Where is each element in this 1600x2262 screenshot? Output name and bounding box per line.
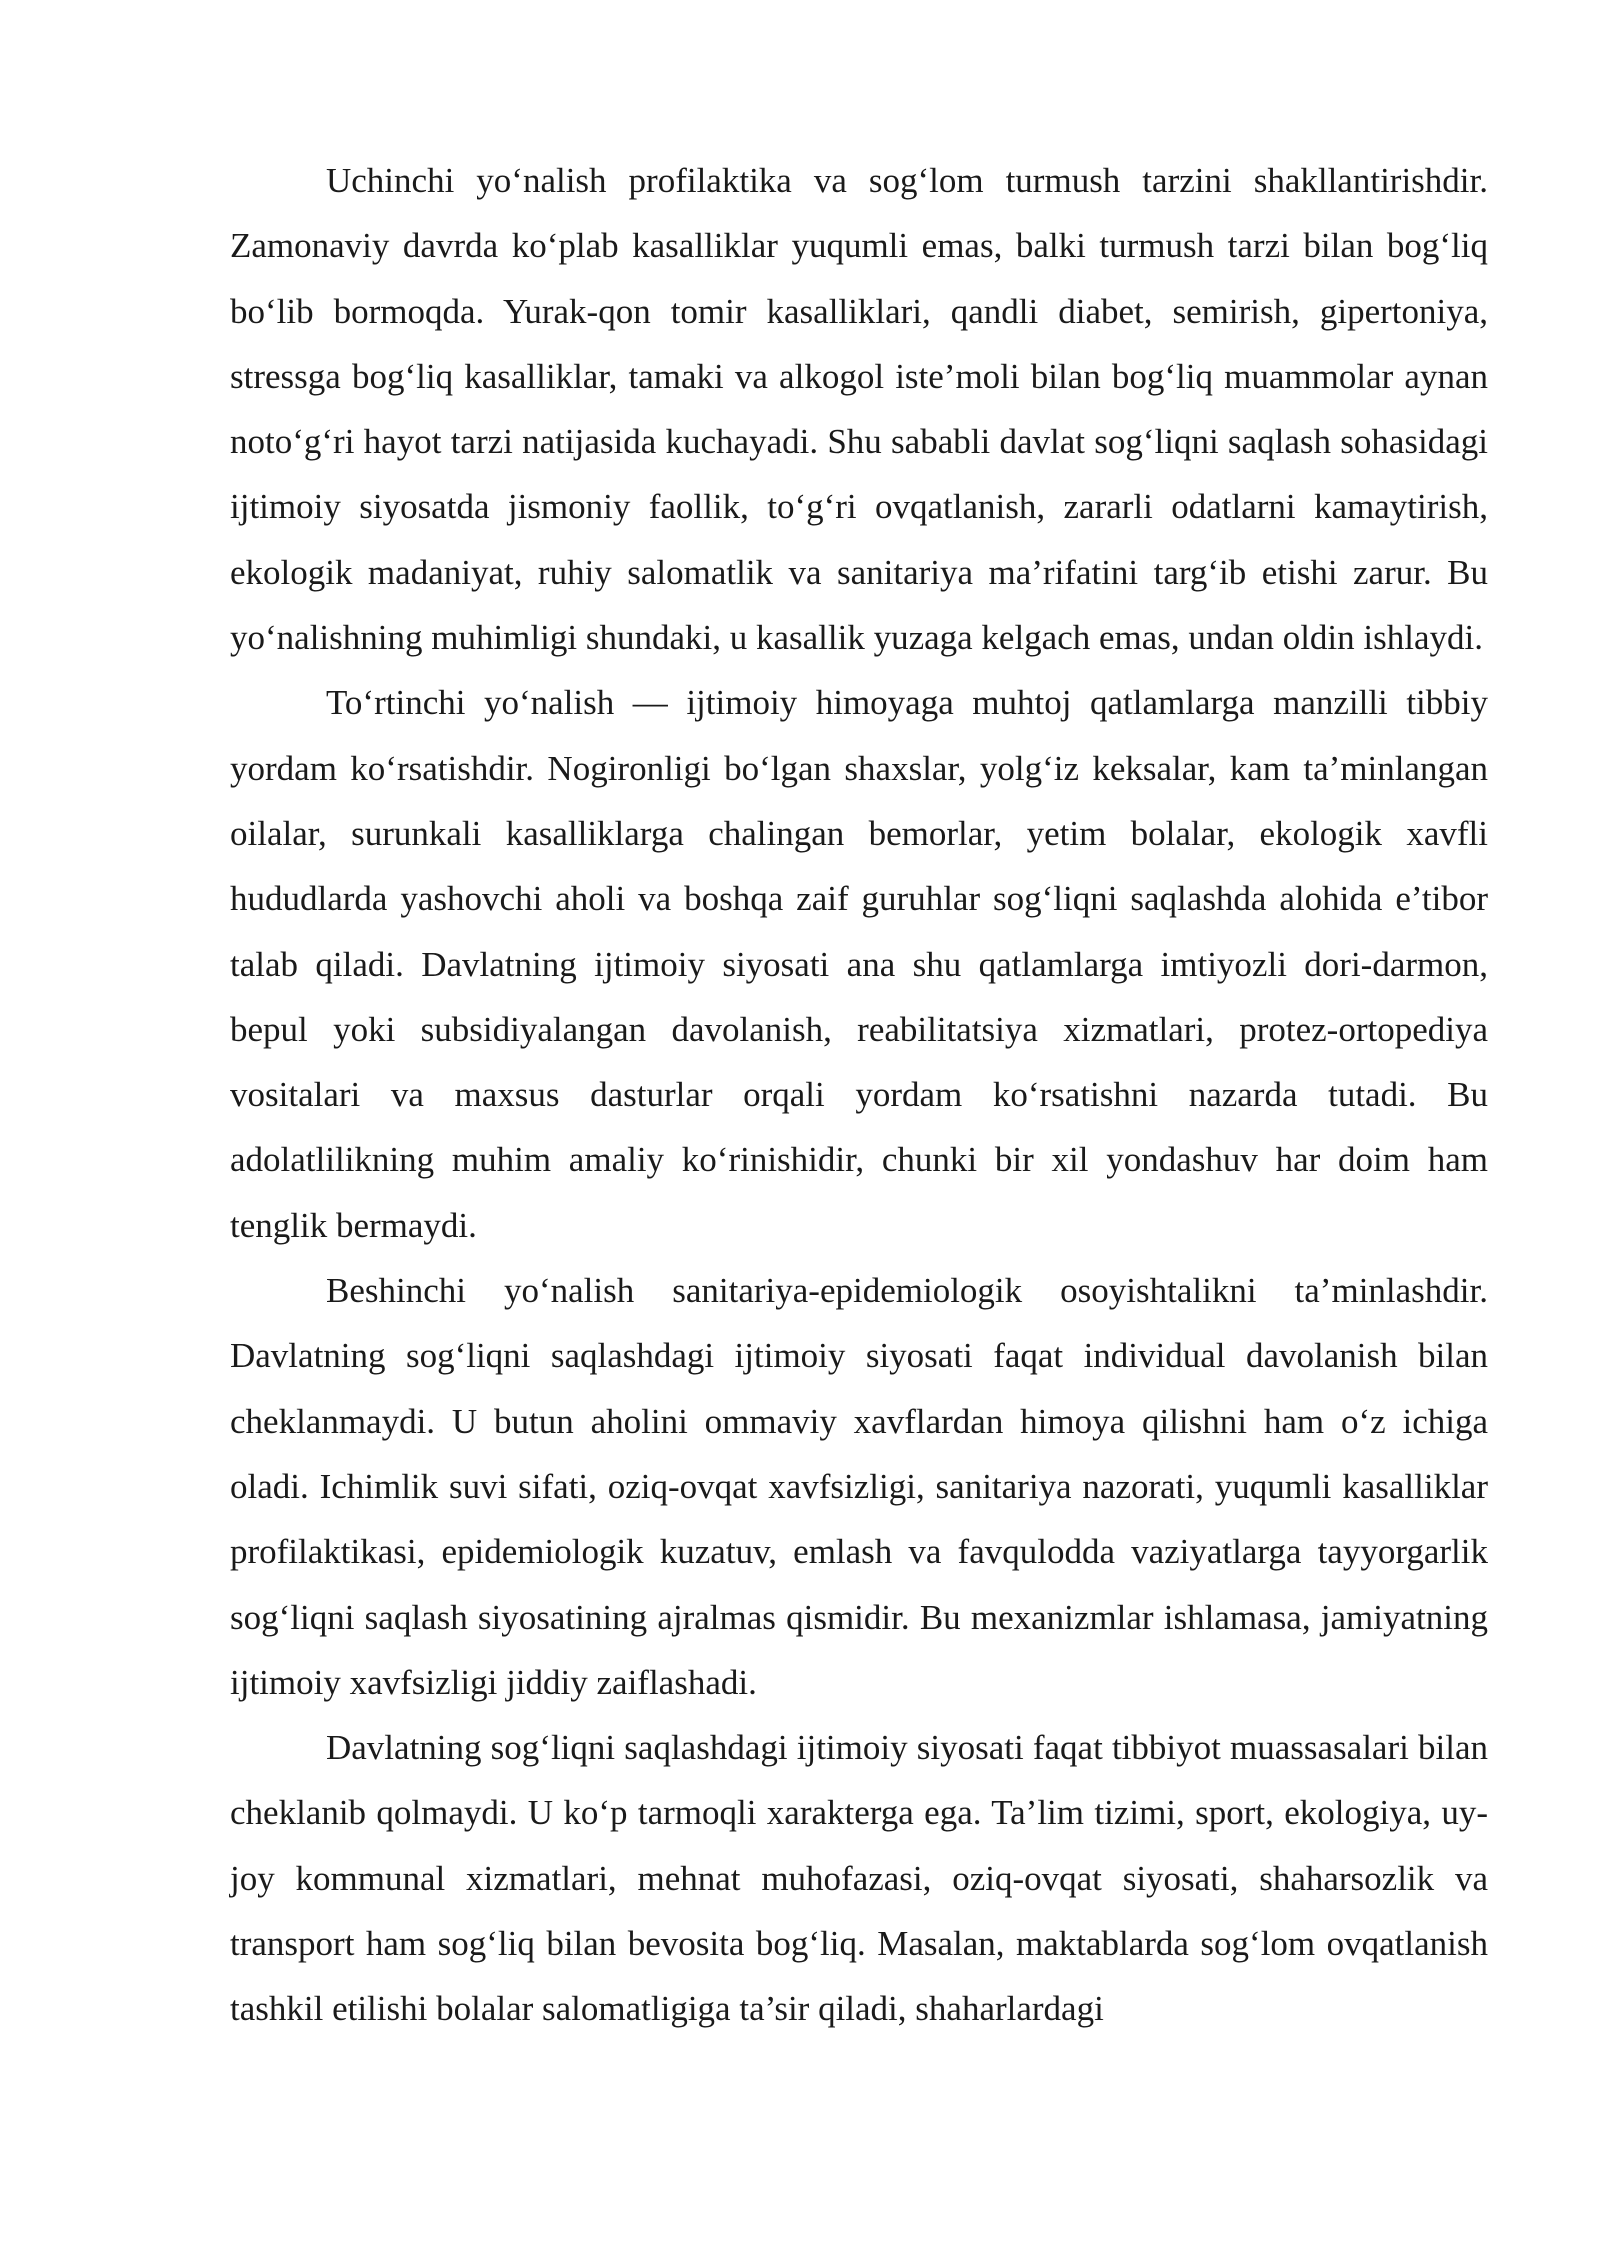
- paragraph-multisectoral: Davlatning sog‘liqni saqlashdagi ijtimoiy siyosati faqat tibbiyot muassasalari bilan cheklanib qolmaydi. U ko‘p tarmoqli xarakterga ega. Ta’lim tizimi, sport, ekologiya, uy-joy kommunal xizmatlari, mehnat muhofazasi, oziq-ovqat siyosati, shaharsozlik va transport ham sog‘liq bilan bevosita bog‘liq. Masalan, maktablarda sog‘lom ovqatlanish tashkil etilishi bolalar salomatligiga ta’sir qiladi, shaharlardagi: [230, 1728, 1488, 2029]
- body-text: [230, 148, 1488, 2042]
- paragraph-vulnerable-groups: To‘rtinchi yo‘nalish — ijtimoiy himoyaga muhtoj qatlamlarga manzilli tibbiy yordam ko‘rsatishdir. Nogironligi bo‘lgan shaxslar, yolg‘iz keksalar, kam ta’minlangan oilalar, surunkali kasalliklarga chalingan bemorlar, yetim bolalar, ekologik xavfli hududlarda yashovchi aholi va boshqa zaif guruhlar sog‘liqni saqlashda alohida e’tibor talab qiladi. Davlatning ijtimoiy siyosati ana shu qatlamlarga imtiyozli dori-darmon, bepul yoki subsidiyalangan davolanish, reabilitatsiya xizmatlari, protez-ortopediya vositalari va maxsus dasturlar orqali yordam ko‘rsatishni nazarda tutadi. Bu adolatlilikning muhim amaliy ko‘rinishidir, chunki bir xil yondashuv har doim ham tenglik bermaydi.: [230, 683, 1488, 1245]
- paragraph-sanitary-epidemiological: Beshinchi yo‘nalish sanitariya-epidemiologik osoyishtalikni ta’minlashdir. Davlatning sog‘liqni saqlashdagi ijtimoiy siyosati faqat individual davolanish bilan cheklanmaydi. U butun aholini ommaviy xavflardan himoya qilishni ham o‘z ichiga oladi. Ichimlik suvi sifati, oziq-ovqat xavfsizligi, sanitariya nazorati, yuqumli kasalliklar profilaktikasi, epidemiologik kuzatuv, emlash va favqulodda vaziyatlarga tayyorgarlik sog‘liqni saqlash siyosatining ajralmas qismidir. Bu mexanizmlar ishlamasa, jamiyatning ijtimoiy xavfsizligi jiddiy zaiflashadi.: [230, 1271, 1488, 1702]
- paragraph-prevention: Uchinchi yo‘nalish profilaktika va sog‘lom turmush tarzini shakllantirishdir. Zamonaviy davrda ko‘plab kasalliklar yuqumli emas, balki turmush tarzi bilan bog‘liq bo‘lib bormoqda. Yurak-qon tomir kasalliklari, qandli diabet, semirish, gipertoniya, stressga bog‘liq kasalliklar, tamaki va alkogol iste’moli bilan bog‘liq muammolar aynan noto‘g‘ri hayot tarzi natijasida kuchayadi. Shu sababli davlat sog‘liqni saqlash sohasidagi ijtimoiy siyosatda jismoniy faollik, to‘g‘ri ovqatlanish, zararli odatlarni kamaytirish, ekologik madaniyat, ruhiy salomatlik va sanitariya ma’rifatini targ‘ib etishi zarur. Bu yo‘nalishning muhimligi shundaki, u kasallik yuzaga kelgach emas, undan oldin ishlaydi.: [230, 161, 1488, 658]
